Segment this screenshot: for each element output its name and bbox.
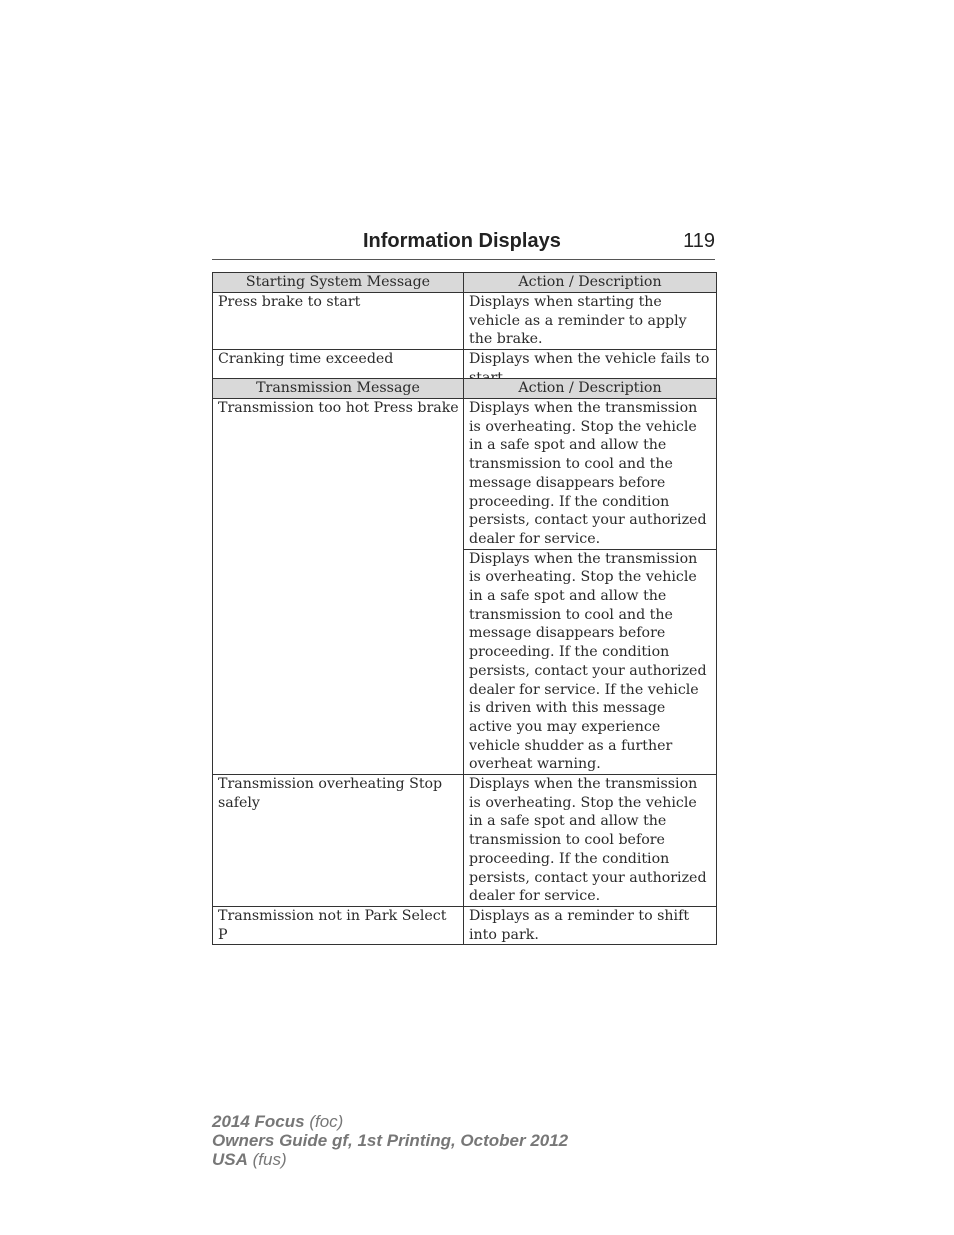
table-row — [213, 775, 717, 907]
message-cell: Cranking time exceeded — [213, 350, 464, 388]
action-cell: Displays as a reminder to shift into park. — [464, 906, 717, 944]
action-cell: Displays when the transmission is overheating. Stop the vehicle in a safe spot and allow the transmission to cool and the message disappears before proceeding. If the condition persists, contact your authorized dealer for service. — [464, 399, 717, 550]
action-cell: Displays when starting the vehicle as a reminder to apply the brake. — [464, 293, 717, 350]
starting-system-message-table — [212, 272, 717, 389]
table-row — [213, 906, 717, 944]
footer — [212, 1112, 568, 1169]
column-header-message: Transmission Message — [213, 379, 464, 399]
column-header-action: Action / Description — [464, 273, 717, 293]
column-header-action: Action / Description — [464, 379, 717, 399]
footer-model-name: 2014 Focus — [212, 1112, 305, 1131]
table-row — [213, 293, 717, 350]
action-cell: Displays when the vehicle fails to — [464, 350, 717, 388]
page-header — [212, 229, 715, 260]
table-header-row — [213, 273, 717, 293]
footer-market-name: USA — [212, 1150, 248, 1169]
message-cell: Transmission not in Park Select P — [213, 906, 464, 944]
table-row — [213, 399, 717, 550]
footer-market-code: (fus) — [247, 1150, 287, 1169]
page-title: Information Displays — [363, 230, 561, 252]
message-cell: Transmission overheating Stop safely — [213, 775, 464, 907]
transmission-message-table — [212, 378, 717, 945]
footer-line-printing: Owners Guide gf, 1st Printing, October 2012 — [212, 1131, 569, 1150]
action-cell: Displays when the transmission is overheating. Stop the vehicle in a safe spot and allow the transmission to cool before proceeding. If the condition persists, contact your authorized dealer for service. — [464, 775, 717, 907]
page-number: 119 — [683, 230, 715, 252]
message-cell: Transmission too hot Press brake — [213, 399, 464, 775]
action-cell: Displays when the transmission is overheating. Stop the vehicle in a safe spot and allow the transmission to cool and the message disappears before proceeding. If the condition persists, contact your authorized dealer for service. If the vehicle is driven with this message active you may experience vehicle shudder as a further overheat warning. — [464, 549, 717, 774]
table-header-row — [213, 379, 717, 399]
column-header-message: Starting System Message — [213, 273, 464, 293]
message-cell: Press brake to start — [213, 293, 464, 350]
footer-line-market — [212, 1150, 568, 1169]
footer-line-model — [212, 1112, 568, 1131]
footer-model-code: (foc) — [304, 1112, 344, 1131]
